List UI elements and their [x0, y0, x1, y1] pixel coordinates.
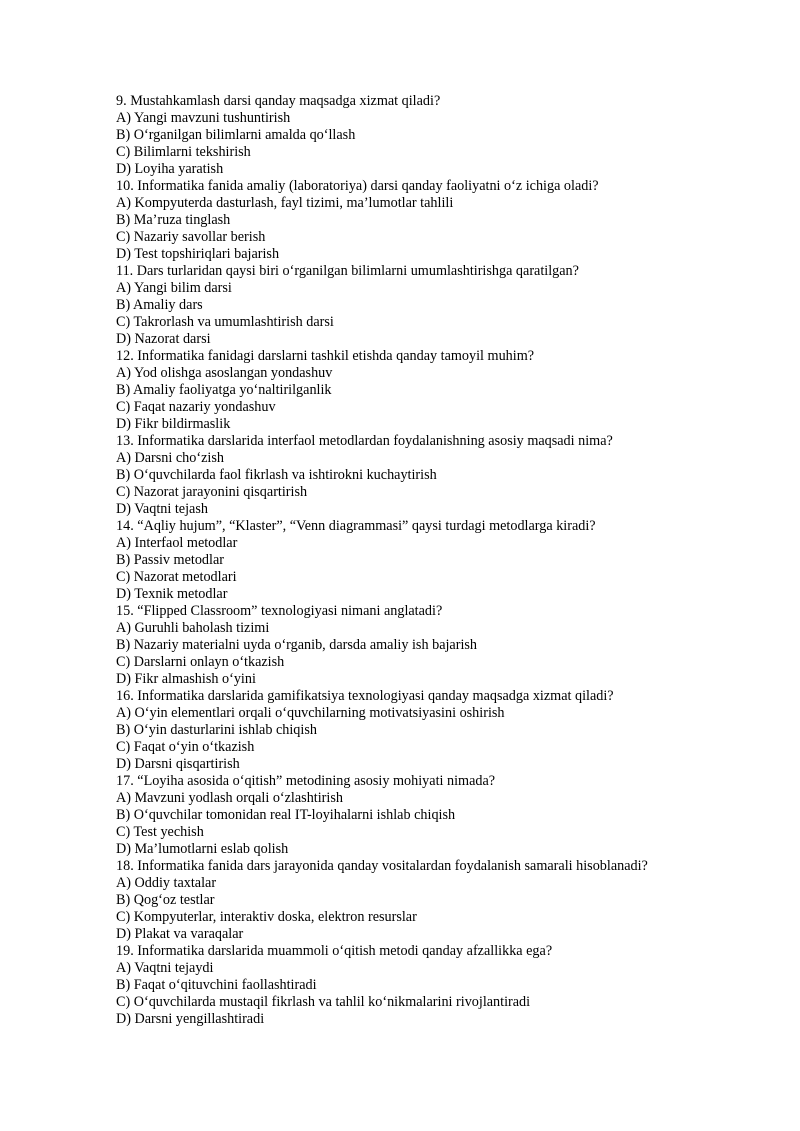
answer-option: C) Bilimlarni tekshirish	[116, 144, 251, 160]
answer-option: C) Nazorat metodlari	[116, 569, 237, 585]
question-text: 10. Informatika fanida amaliy (laboratoriya) darsi qanday faoliyatni o‘z ichiga oladi?	[116, 178, 599, 194]
question-15	[116, 603, 736, 688]
answer-option: C) Nazariy savollar berish	[116, 229, 266, 245]
question-text: 14. “Aqliy hujum”, “Klaster”, “Venn diagrammasi” qaysi turdagi metodlarga kiradi?	[116, 518, 596, 534]
answer-option: B) O‘quvchilarda faol fikrlash va ishtirokni kuchaytirish	[116, 467, 437, 483]
question-12	[116, 348, 736, 433]
answer-option: C) Test yechish	[116, 824, 204, 840]
answer-option: A) Yangi bilim darsi	[116, 280, 232, 296]
answer-option: A) Guruhli baholash tizimi	[116, 620, 270, 636]
answer-option: B) Amaliy dars	[116, 297, 203, 313]
question-text: 13. Informatika darslarida interfaol metodlardan foydalanishning asosiy maqsadi nima?	[116, 433, 613, 449]
answer-option: A) Yangi mavzuni tushuntirish	[116, 110, 291, 126]
question-text: 11. Dars turlaridan qaysi biri o‘rganilgan bilimlarni umumlashtirishga qaratilgan?	[116, 263, 579, 279]
answer-option: B) Amaliy faoliyatga yo‘naltirilganlik	[116, 382, 332, 398]
answer-option: B) O‘yin dasturlarini ishlab chiqish	[116, 722, 317, 738]
answer-option: B) Qog‘oz testlar	[116, 892, 215, 908]
answer-option: D) Darsni yengillashtiradi	[116, 1011, 265, 1027]
answer-option: A) Vaqtni tejaydi	[116, 960, 214, 976]
answer-option: D) Vaqtni tejash	[116, 501, 208, 517]
answer-option: D) Texnik metodlar	[116, 586, 228, 602]
question-19	[116, 943, 736, 1028]
answer-option: C) Faqat o‘yin o‘tkazish	[116, 739, 255, 755]
answer-option: D) Ma’lumotlarni eslab qolish	[116, 841, 289, 857]
answer-option: A) Kompyuterda dasturlash, fayl tizimi, ma’lumotlar tahlili	[116, 195, 454, 211]
answer-option: D) Fikr almashish o‘yini	[116, 671, 256, 687]
answer-option: D) Darsni qisqartirish	[116, 756, 240, 772]
question-14	[116, 518, 736, 603]
answer-option: C) Kompyuterlar, interaktiv doska, elektron resurslar	[116, 909, 417, 925]
answer-option: D) Nazorat darsi	[116, 331, 211, 347]
answer-option: B) Faqat o‘qituvchini faollashtiradi	[116, 977, 317, 993]
answer-option: B) Nazariy materialni uyda o‘rganib, darsda amaliy ish bajarish	[116, 637, 478, 653]
answer-option: C) Faqat nazariy yondashuv	[116, 399, 276, 415]
answer-option: B) O‘quvchilar tomonidan real IT-loyihalarni ishlab chiqish	[116, 807, 456, 823]
question-text: 15. “Flipped Classroom” texnologiyasi nimani anglatadi?	[116, 603, 443, 619]
question-text: 18. Informatika fanida dars jarayonida qanday vositalardan foydalanish samarali hisoblanadi?	[116, 858, 648, 874]
question-text: 17. “Loyiha asosida o‘qitish” metodining asosiy mohiyati nimada?	[116, 773, 496, 789]
question-text: 16. Informatika darslarida gamifikatsiya texnologiyasi qanday maqsadga xizmat qiladi?	[116, 688, 614, 704]
question-text: 12. Informatika fanidagi darslarni tashkil etishda qanday tamoyil muhim?	[116, 348, 535, 364]
question-18	[116, 858, 736, 943]
question-text: 9. Mustahkamlash darsi qanday maqsadga xizmat qiladi?	[116, 93, 441, 109]
answer-option: A) Oddiy taxtalar	[116, 875, 217, 891]
answer-option: A) Darsni cho‘zish	[116, 450, 224, 466]
document-page	[116, 93, 736, 1028]
question-17	[116, 773, 736, 858]
answer-option: B) O‘rganilgan bilimlarni amalda qo‘llash	[116, 127, 356, 143]
answer-option: C) Darslarni onlayn o‘tkazish	[116, 654, 285, 670]
answer-option: A) Interfaol metodlar	[116, 535, 238, 551]
answer-option: D) Loyiha yaratish	[116, 161, 224, 177]
answer-option: C) Nazorat jarayonini qisqartirish	[116, 484, 308, 500]
answer-option: D) Plakat va varaqalar	[116, 926, 244, 942]
answer-option: B) Ma’ruza tinglash	[116, 212, 231, 228]
question-text: 19. Informatika darslarida muammoli o‘qitish metodi qanday afzallikka ega?	[116, 943, 553, 959]
question-13	[116, 433, 736, 518]
question-10	[116, 178, 736, 263]
answer-option: A) Mavzuni yodlash orqali o‘zlashtirish	[116, 790, 343, 806]
answer-option: A) O‘yin elementlari orqali o‘quvchilarning motivatsiyasini oshirish	[116, 705, 505, 721]
question-16	[116, 688, 736, 773]
question-9	[116, 93, 736, 178]
answer-option: C) O‘quvchilarda mustaqil fikrlash va tahlil ko‘nikmalarini rivojlantiradi	[116, 994, 531, 1010]
answer-option: D) Test topshiriqlari bajarish	[116, 246, 280, 262]
answer-option: C) Takrorlash va umumlashtirish darsi	[116, 314, 334, 330]
answer-option: D) Fikr bildirmaslik	[116, 416, 231, 432]
question-11	[116, 263, 736, 348]
answer-option: B) Passiv metodlar	[116, 552, 224, 568]
answer-option: A) Yod olishga asoslangan yondashuv	[116, 365, 333, 381]
